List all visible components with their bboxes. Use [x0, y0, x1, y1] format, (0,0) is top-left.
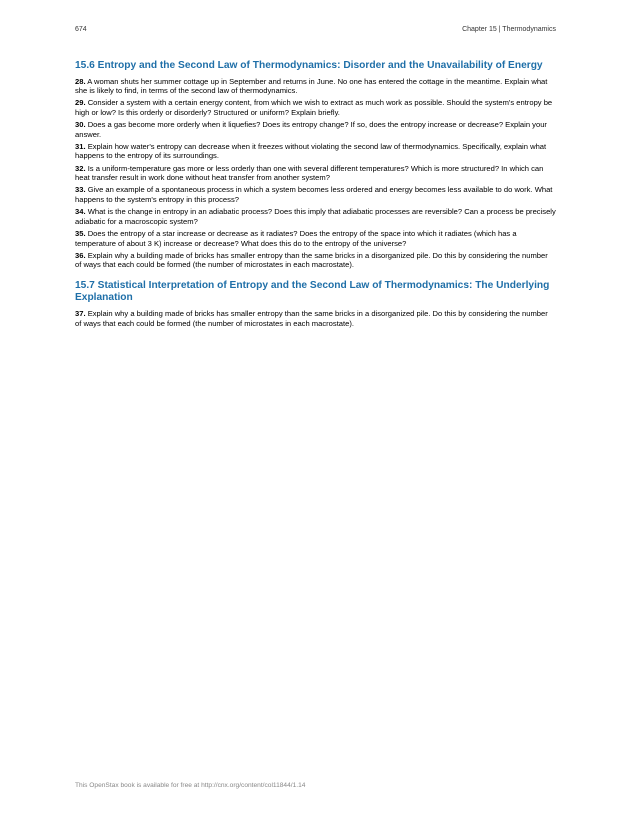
- question-number: 29.: [75, 98, 86, 108]
- page-number: 674: [75, 26, 87, 33]
- question-text: Explain why a building made of bricks has smaller entropy than the same bricks in a disorganized pile. Do this by considering the number of ways that each could be formed (the number of microstates in each macrostate).: [75, 250, 548, 270]
- question-text: Give an example of a spontaneous process in which a system becomes less ordered and energy becomes less available to do work. What happens to the system's entropy in this process?: [75, 185, 553, 204]
- question-item: [75, 142, 556, 161]
- section-title: 15.7 Statistical Interpretation of Entropy and the Second Law of Thermodynamics: The Underlying Explanation: [75, 279, 550, 304]
- question-number: 34.: [75, 207, 86, 217]
- question-text: Explain why a building made of bricks has smaller entropy than the same bricks in a disorganized pile. Do this by considering the number of ways that each could be formed (the number of microstates in each macrostate).: [75, 308, 548, 328]
- question-number: 37.: [75, 308, 86, 318]
- question-item: [75, 120, 556, 139]
- question-text: Consider a system with a certain energy content, from which we wish to extract as much work as possible. Should the system's entropy be high or low? Is this orderly or disorderly? Structured or uniform? Explain briefly.: [75, 98, 553, 117]
- question-number: 32.: [75, 163, 86, 173]
- question-item: [75, 229, 556, 248]
- question-text: Is a uniform-temperature gas more or less orderly than one with several different temperatures? Which is more structured? In which can heat transfer result in work done without heat transfer from another system?: [75, 163, 544, 183]
- question-number: 28.: [75, 76, 86, 86]
- question-text: Does a gas become more orderly when it liquefies? Does its entropy change? If so, does the entropy increase or decrease? Explain your answer.: [75, 120, 547, 139]
- question-number: 33.: [75, 185, 86, 195]
- question-item: [75, 185, 556, 204]
- section-title: 15.6 Entropy and the Second Law of Thermodynamics: Disorder and the Unavailability of Energy: [75, 60, 543, 71]
- question-item: [75, 309, 556, 328]
- question-text: A woman shuts her summer cottage up in September and returns in June. No one has entered the cottage in the meantime. Explain what she is likely to find, in terms of the second law of thermodynamics.: [75, 76, 548, 96]
- chapter-title: Chapter 15 | Thermodynamics: [462, 26, 556, 33]
- question-text: What is the change in entropy in an adiabatic process? Does this imply that adiabatic processes are reversible? Can a process be precisely adiabatic for a macroscopic system?: [75, 207, 556, 226]
- question-number: 35.: [75, 228, 86, 238]
- page-header: [75, 26, 556, 33]
- page-footer: This OpenStax book is available for free at http://cnx.org/content/col11844/1.14: [75, 782, 306, 789]
- question-item: [75, 98, 556, 117]
- question-item: [75, 164, 556, 183]
- question-number: 31.: [75, 141, 86, 151]
- question-text: Explain how water's entropy can decrease when it freezes without violating the second law of thermodynamics. Specifically, explain what happens to the entropy of its surroundings.: [75, 141, 547, 161]
- question-item: [75, 77, 556, 96]
- question-item: [75, 207, 556, 226]
- question-number: 30.: [75, 120, 86, 130]
- question-item: [75, 251, 556, 270]
- page-content: [75, 60, 556, 331]
- question-text: Does the entropy of a star increase or decrease as it radiates? Does the entropy of the space into which it radiates (which has a temperature of about 3 K) increase or decrease? What does this do to the entropy of the universe?: [75, 228, 517, 248]
- question-number: 36.: [75, 250, 86, 260]
